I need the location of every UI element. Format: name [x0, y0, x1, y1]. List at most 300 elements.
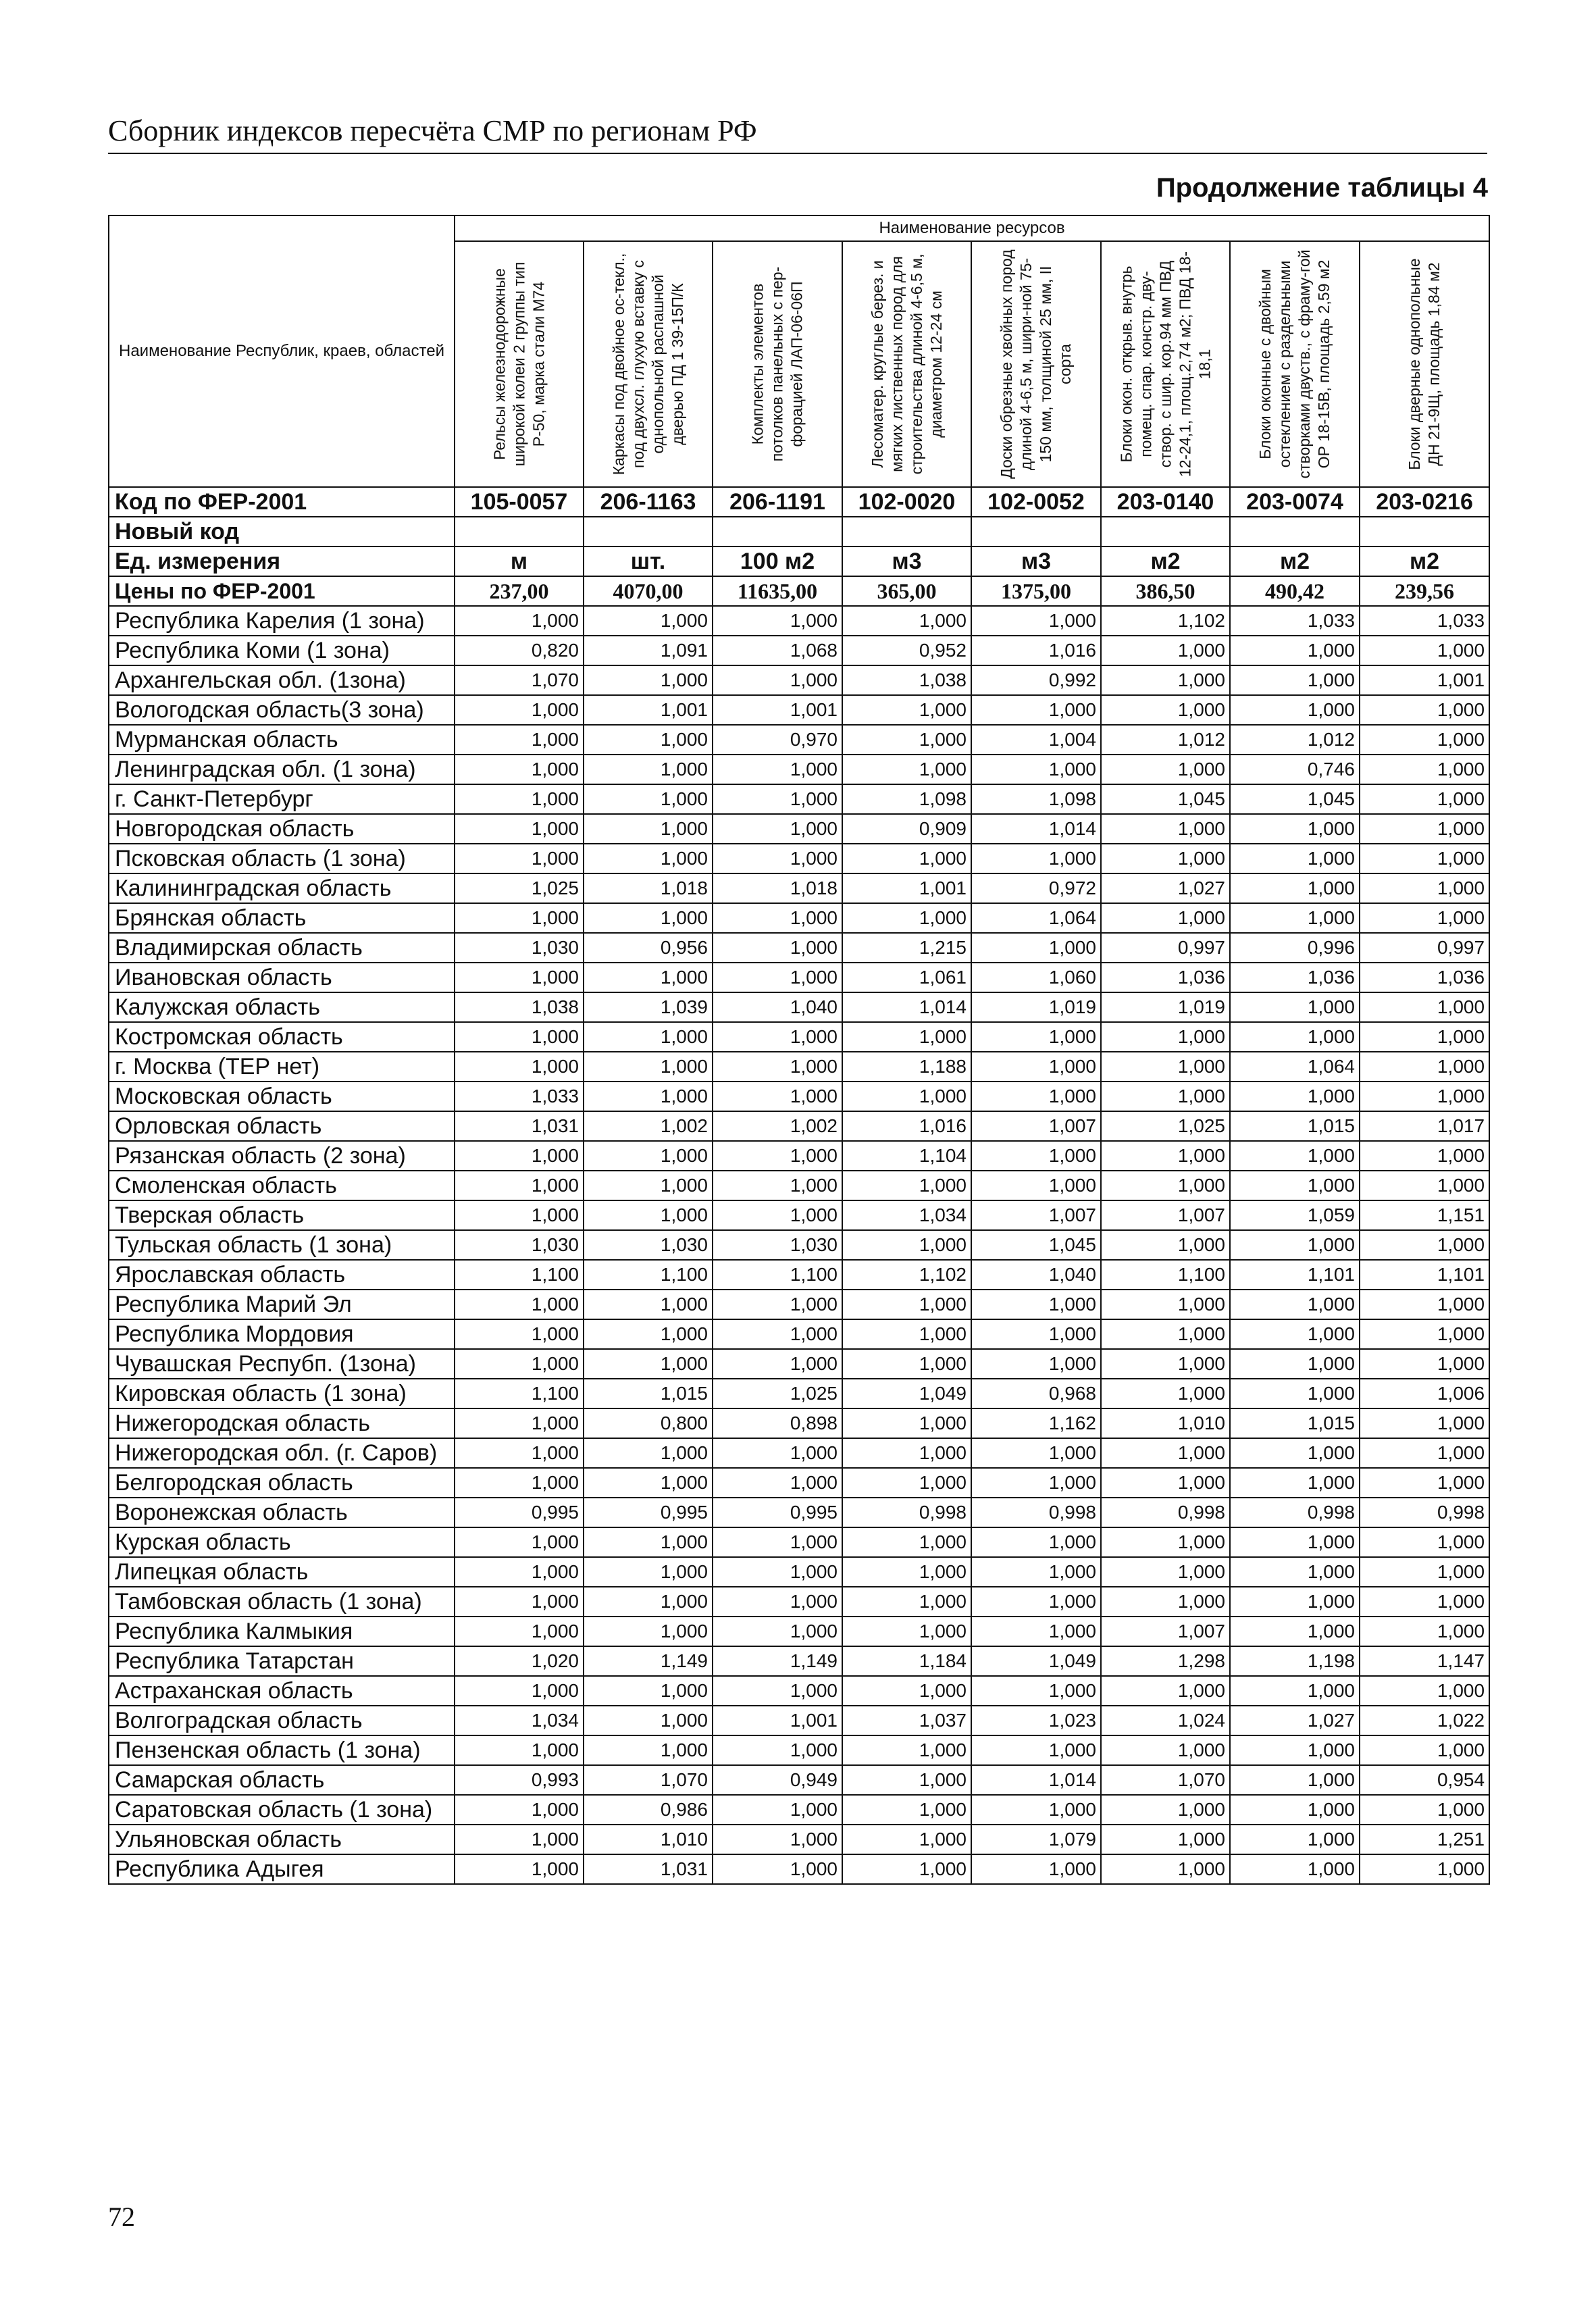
index-value: 1,000 [455, 1557, 584, 1587]
index-value: 1,000 [713, 1438, 842, 1468]
resource-name: Доски обрезные хвойных пород длиной 4-6,5 м, шири-ной 75-150 мм, толщиной 25 мм, II сорта [998, 249, 1074, 479]
region-name: Нижегородская область [109, 1408, 455, 1438]
region-name: Кировская область (1 зона) [109, 1379, 455, 1408]
index-value: 0,970 [713, 725, 842, 755]
index-value: 1,184 [842, 1646, 971, 1676]
index-value: 1,022 [1360, 1706, 1489, 1735]
index-value: 1,000 [1230, 992, 1360, 1022]
index-value: 0,992 [971, 665, 1101, 695]
index-value: 1,000 [1230, 903, 1360, 933]
resource-price: 239,56 [1360, 576, 1489, 606]
index-value: 0,746 [1230, 755, 1360, 784]
index-value: 0,993 [455, 1765, 584, 1795]
table-row [109, 1676, 1489, 1706]
index-value: 1,000 [842, 695, 971, 725]
index-value: 1,000 [584, 814, 713, 844]
table-row [109, 1854, 1489, 1884]
region-name: г. Санкт-Петербург [109, 784, 455, 814]
index-value: 1,010 [584, 1825, 713, 1854]
index-value: 1,000 [842, 1438, 971, 1468]
resource-price: 386,50 [1101, 576, 1230, 606]
index-value: 1,000 [584, 844, 713, 873]
region-name: Новгородская область [109, 814, 455, 844]
region-name: Республика Татарстан [109, 1646, 455, 1676]
table-row [109, 1082, 1489, 1111]
index-value: 1,030 [713, 1230, 842, 1260]
index-value: 1,036 [1360, 963, 1489, 992]
table-row [109, 1557, 1489, 1587]
table-row [109, 1438, 1489, 1468]
resource-price: 490,42 [1230, 576, 1360, 606]
index-value: 1,019 [1101, 992, 1230, 1022]
index-value: 0,997 [1101, 933, 1230, 963]
table-row [109, 1765, 1489, 1795]
table-row [109, 606, 1489, 636]
table-row [109, 873, 1489, 903]
index-value: 1,147 [1360, 1646, 1489, 1676]
index-value: 0,998 [842, 1498, 971, 1527]
table-row [109, 1052, 1489, 1082]
index-value: 1,000 [1360, 873, 1489, 903]
index-value: 1,000 [455, 1676, 584, 1706]
table-row [109, 1646, 1489, 1676]
index-value: 0,997 [1360, 933, 1489, 963]
index-value: 1,000 [584, 755, 713, 784]
index-value: 1,000 [1230, 1082, 1360, 1111]
index-value: 0,820 [455, 636, 584, 665]
index-value: 1,007 [1101, 1200, 1230, 1230]
resource-price: 11635,00 [713, 576, 842, 606]
index-value: 1,000 [713, 755, 842, 784]
index-value: 1,100 [584, 1260, 713, 1290]
table-row [109, 665, 1489, 695]
index-value: 1,000 [971, 695, 1101, 725]
index-value: 1,000 [455, 1468, 584, 1498]
table-row [109, 1587, 1489, 1617]
index-value: 1,064 [1230, 1052, 1360, 1082]
table-row [109, 1617, 1489, 1646]
region-name: Липецкая область [109, 1557, 455, 1587]
index-value: 1,000 [842, 1765, 971, 1795]
resource-name: Каркасы под двойное ос-текл., под двухсл. глухую вставку с однопольной распашной дверью ПД 1 39-15П/К [609, 253, 686, 476]
table-row [109, 1735, 1489, 1765]
index-value: 0,954 [1360, 1765, 1489, 1795]
index-value: 1,000 [584, 1082, 713, 1111]
table-row [109, 992, 1489, 1022]
table-row [109, 1825, 1489, 1854]
index-value: 1,000 [1101, 1290, 1230, 1319]
index-value: 1,000 [455, 963, 584, 992]
index-value: 1,000 [1230, 1468, 1360, 1498]
region-column-header: Наименование Республик, краев, областей [109, 215, 455, 487]
index-value: 1,098 [842, 784, 971, 814]
index-value: 1,000 [1230, 1765, 1360, 1795]
index-value: 1,000 [971, 1557, 1101, 1587]
region-name: Волгоградская область [109, 1706, 455, 1735]
index-value: 1,000 [455, 1319, 584, 1349]
resource-name: Блоки окон. открыв. внутрь помещ. спар. констр. дву-створ. с шир. кор.94 мм ПВД 12-24,1, площ.2,74 м2; ПВД 18-18,1 [1117, 251, 1213, 478]
index-value: 1,000 [713, 1587, 842, 1617]
index-value: 1,015 [1230, 1111, 1360, 1141]
table-row [109, 1795, 1489, 1825]
index-value: 1,000 [1230, 1022, 1360, 1052]
index-value: 1,000 [713, 784, 842, 814]
index-value: 1,007 [1101, 1617, 1230, 1646]
index-value: 1,016 [971, 636, 1101, 665]
index-value: 0,998 [971, 1498, 1101, 1527]
index-value: 1,000 [842, 844, 971, 873]
resource-header-1 [455, 241, 584, 487]
index-value: 1,000 [713, 1022, 842, 1052]
index-value: 1,000 [971, 755, 1101, 784]
resource-unit: м3 [971, 547, 1101, 576]
resource-unit: м2 [1360, 547, 1489, 576]
region-name: Калининградская область [109, 873, 455, 903]
index-value: 1,025 [1101, 1111, 1230, 1141]
region-name: Смоленская область [109, 1171, 455, 1200]
index-value: 1,025 [713, 1379, 842, 1408]
index-value: 1,000 [1360, 1052, 1489, 1082]
new-code-cell [1101, 517, 1230, 547]
table-row [109, 1260, 1489, 1290]
resource-code: 102-0020 [842, 487, 971, 517]
region-name: Республика Адыгея [109, 1854, 455, 1884]
table-row [109, 1408, 1489, 1438]
table-row [109, 1111, 1489, 1141]
index-value: 1,000 [842, 1795, 971, 1825]
new-code-cell [1230, 517, 1360, 547]
index-value: 1,000 [1360, 1735, 1489, 1765]
table-row [109, 1200, 1489, 1230]
index-value: 1,027 [1230, 1706, 1360, 1735]
index-value: 1,000 [842, 1082, 971, 1111]
region-name: Воронежская область [109, 1498, 455, 1527]
index-value: 1,000 [1230, 1587, 1360, 1617]
page-number: 72 [108, 2202, 135, 2232]
index-value: 1,000 [455, 844, 584, 873]
region-name: Курская область [109, 1527, 455, 1557]
resource-name: Лесоматер. круглые берез. и мягких лиственных пород для строительства длиной 4-6,5 м, диаметром 12-24 см [868, 253, 945, 475]
table-row [109, 695, 1489, 725]
table-row [109, 933, 1489, 963]
index-value: 1,070 [455, 665, 584, 695]
index-value: 1,000 [713, 1825, 842, 1854]
index-value: 1,038 [842, 665, 971, 695]
index-value: 1,000 [713, 1795, 842, 1825]
resource-price: 237,00 [455, 576, 584, 606]
index-value: 1,215 [842, 933, 971, 963]
index-value: 0,952 [842, 636, 971, 665]
table-row [109, 1290, 1489, 1319]
index-value: 1,001 [1360, 665, 1489, 695]
index-value: 1,000 [1101, 1527, 1230, 1557]
table-row [109, 636, 1489, 665]
region-name: Саратовская область (1 зона) [109, 1795, 455, 1825]
index-value: 1,000 [584, 1141, 713, 1171]
region-name: Республика Калмыкия [109, 1617, 455, 1646]
resource-header-8 [1360, 241, 1489, 487]
region-name: Орловская область [109, 1111, 455, 1141]
index-value: 1,000 [584, 963, 713, 992]
index-value: 1,000 [1360, 1171, 1489, 1200]
index-value: 1,000 [584, 725, 713, 755]
index-value: 1,064 [971, 903, 1101, 933]
table-row [109, 1141, 1489, 1171]
index-value: 1,000 [455, 1408, 584, 1438]
region-name: Архангельская обл. (1зона) [109, 665, 455, 695]
index-value: 1,000 [455, 1290, 584, 1319]
index-value: 1,000 [455, 1735, 584, 1765]
region-name: Ленинградская обл. (1 зона) [109, 755, 455, 784]
index-value: 1,104 [842, 1141, 971, 1171]
index-value: 1,012 [1230, 725, 1360, 755]
index-value: 1,000 [1101, 1319, 1230, 1349]
index-value: 1,000 [713, 1854, 842, 1884]
index-value: 0,949 [713, 1765, 842, 1795]
index-value: 1,000 [1101, 636, 1230, 665]
table-row [109, 1498, 1489, 1527]
index-value: 1,000 [455, 1795, 584, 1825]
index-value: 1,000 [1101, 1230, 1230, 1260]
index-value: 1,000 [971, 1171, 1101, 1200]
index-value: 0,995 [584, 1498, 713, 1527]
index-value: 1,000 [971, 1290, 1101, 1319]
index-value: 0,998 [1101, 1498, 1230, 1527]
index-value: 1,000 [1230, 1854, 1360, 1884]
index-value: 1,000 [842, 1676, 971, 1706]
index-value: 1,068 [713, 636, 842, 665]
table-row [109, 1379, 1489, 1408]
index-value: 1,018 [584, 873, 713, 903]
index-value: 1,000 [971, 1022, 1101, 1052]
index-value: 1,000 [455, 814, 584, 844]
index-value: 1,000 [713, 1290, 842, 1319]
index-value: 1,000 [455, 903, 584, 933]
index-value: 1,000 [584, 1290, 713, 1319]
index-value: 1,000 [455, 695, 584, 725]
index-value: 1,000 [842, 1735, 971, 1765]
index-value: 1,033 [1230, 606, 1360, 636]
index-value: 1,000 [1360, 755, 1489, 784]
index-value: 1,017 [1360, 1111, 1489, 1141]
index-value: 0,995 [713, 1498, 842, 1527]
index-value: 1,000 [1360, 1022, 1489, 1052]
index-value: 1,251 [1360, 1825, 1489, 1854]
index-value: 1,000 [713, 1200, 842, 1230]
index-value: 1,016 [842, 1111, 971, 1141]
index-value: 1,000 [584, 1527, 713, 1557]
index-value: 1,000 [455, 1527, 584, 1557]
index-value: 1,000 [1101, 1438, 1230, 1468]
region-name: Костромская область [109, 1022, 455, 1052]
index-value: 1,000 [713, 606, 842, 636]
index-value: 1,059 [1230, 1200, 1360, 1230]
index-value: 1,000 [1360, 1438, 1489, 1468]
index-value: 1,000 [971, 1676, 1101, 1706]
index-value: 1,000 [584, 1676, 713, 1706]
index-value: 1,000 [971, 1082, 1101, 1111]
resource-code: 203-0074 [1230, 487, 1360, 517]
resource-header-4 [842, 241, 971, 487]
index-value: 1,000 [713, 1468, 842, 1498]
index-value: 0,998 [1230, 1498, 1360, 1527]
index-value: 0,998 [1360, 1498, 1489, 1527]
index-value: 1,000 [1230, 1230, 1360, 1260]
index-value: 1,151 [1360, 1200, 1489, 1230]
table-row [109, 963, 1489, 992]
index-value: 1,000 [713, 1319, 842, 1349]
index-value: 1,014 [971, 1765, 1101, 1795]
index-value: 1,000 [455, 1825, 584, 1854]
index-value: 0,956 [584, 933, 713, 963]
index-value: 1,000 [1101, 1052, 1230, 1082]
index-value: 1,000 [713, 1171, 842, 1200]
index-value: 1,070 [584, 1765, 713, 1795]
index-value: 1,000 [842, 1825, 971, 1854]
index-value: 1,000 [1101, 1557, 1230, 1587]
index-value: 1,000 [1101, 1141, 1230, 1171]
table-row [109, 903, 1489, 933]
index-value: 1,000 [1230, 844, 1360, 873]
index-value: 1,000 [584, 1319, 713, 1349]
region-name: Псковская область (1 зона) [109, 844, 455, 873]
index-value: 1,038 [455, 992, 584, 1022]
index-value: 1,000 [1360, 725, 1489, 755]
index-value: 1,012 [1101, 725, 1230, 755]
table-row [109, 1319, 1489, 1349]
index-value: 1,000 [1230, 1349, 1360, 1379]
index-value: 1,031 [584, 1854, 713, 1884]
table-row [109, 1022, 1489, 1052]
index-value: 1,045 [1101, 784, 1230, 814]
index-value: 1,000 [971, 933, 1101, 963]
index-value: 1,000 [584, 1587, 713, 1617]
index-value: 1,000 [1230, 1676, 1360, 1706]
region-name: Астраханская область [109, 1676, 455, 1706]
resource-name: Блоки дверные однопольные ДН 21-9Щ, площадь 1,84 м2 [1406, 258, 1443, 470]
table-row [109, 844, 1489, 873]
index-value: 1,020 [455, 1646, 584, 1676]
unit-label: Ед. измерения [109, 547, 455, 576]
index-value: 1,045 [971, 1230, 1101, 1260]
region-name: Брянская область [109, 903, 455, 933]
index-value: 0,800 [584, 1408, 713, 1438]
index-value: 1,000 [971, 1795, 1101, 1825]
table-subtitle: Продолжение таблицы 4 [1156, 173, 1488, 203]
index-value: 1,000 [842, 606, 971, 636]
index-value: 1,098 [971, 784, 1101, 814]
resource-name: Комплекты элементов потолков панельных с пер-форацией ЛАП-06-06П [748, 266, 806, 462]
new-code-row [109, 517, 1489, 547]
index-value: 1,000 [1230, 665, 1360, 695]
index-value: 1,000 [584, 606, 713, 636]
resource-header-5 [971, 241, 1101, 487]
index-value: 1,000 [971, 1141, 1101, 1171]
index-value: 0,986 [584, 1795, 713, 1825]
index-value: 1,000 [455, 725, 584, 755]
index-value: 1,000 [713, 963, 842, 992]
index-value: 1,000 [842, 1587, 971, 1617]
resource-header-7 [1230, 241, 1360, 487]
index-value: 1,049 [971, 1646, 1101, 1676]
index-value: 1,000 [1230, 814, 1360, 844]
index-value: 1,000 [713, 1349, 842, 1379]
index-value: 1,000 [1360, 1617, 1489, 1646]
region-name: г. Москва (ТЕР нет) [109, 1052, 455, 1082]
resource-price: 365,00 [842, 576, 971, 606]
table-row [109, 1468, 1489, 1498]
index-value: 1,000 [1101, 755, 1230, 784]
index-value: 1,000 [455, 1200, 584, 1230]
index-value: 1,030 [455, 1230, 584, 1260]
index-value: 1,000 [455, 1141, 584, 1171]
index-value: 1,000 [1230, 1319, 1360, 1349]
index-value: 1,000 [842, 1319, 971, 1349]
index-value: 1,000 [1360, 784, 1489, 814]
index-value: 1,000 [1101, 1735, 1230, 1765]
new-code-cell [842, 517, 971, 547]
index-value: 1,000 [584, 1557, 713, 1587]
index-value: 1,000 [584, 1171, 713, 1200]
resource-unit: шт. [584, 547, 713, 576]
index-value: 1,030 [455, 933, 584, 963]
index-value: 1,000 [1360, 1527, 1489, 1557]
index-value: 1,000 [1101, 844, 1230, 873]
new-code-cell [455, 517, 584, 547]
index-value: 1,000 [1360, 1854, 1489, 1884]
index-value: 1,000 [971, 1052, 1101, 1082]
index-value: 1,018 [713, 873, 842, 903]
index-value: 1,002 [584, 1111, 713, 1141]
region-name: Республика Коми (1 зона) [109, 636, 455, 665]
index-value: 1,000 [713, 1617, 842, 1646]
index-value: 1,000 [713, 933, 842, 963]
resource-unit: м2 [1230, 547, 1360, 576]
index-value: 1,000 [1230, 873, 1360, 903]
index-value: 1,045 [1230, 784, 1360, 814]
table-row [109, 1230, 1489, 1260]
index-value: 1,034 [842, 1200, 971, 1230]
index-value: 1,015 [1230, 1408, 1360, 1438]
resource-price: 1375,00 [971, 576, 1101, 606]
table-row [109, 1349, 1489, 1379]
resource-index-table [108, 215, 1490, 1885]
header-rule [108, 153, 1487, 154]
region-name: Тверская область [109, 1200, 455, 1230]
index-value: 1,000 [584, 1022, 713, 1052]
index-value: 1,001 [713, 695, 842, 725]
index-value: 1,000 [713, 1527, 842, 1557]
code-row [109, 487, 1489, 517]
index-value: 1,000 [1360, 1468, 1489, 1498]
index-value: 1,001 [713, 1706, 842, 1735]
index-value: 1,000 [713, 1052, 842, 1082]
resource-code: 105-0057 [455, 487, 584, 517]
index-value: 1,001 [584, 695, 713, 725]
index-value: 1,079 [971, 1825, 1101, 1854]
region-name: Калужская область [109, 992, 455, 1022]
index-value: 1,091 [584, 636, 713, 665]
index-value: 1,000 [842, 1022, 971, 1052]
index-value: 1,000 [1230, 1795, 1360, 1825]
index-value: 1,000 [713, 814, 842, 844]
index-value: 1,000 [971, 1468, 1101, 1498]
index-value: 1,000 [1101, 1587, 1230, 1617]
region-name: Московская область [109, 1082, 455, 1111]
region-name: Мурманская область [109, 725, 455, 755]
new-code-cell [713, 517, 842, 547]
index-value: 1,101 [1230, 1260, 1360, 1290]
